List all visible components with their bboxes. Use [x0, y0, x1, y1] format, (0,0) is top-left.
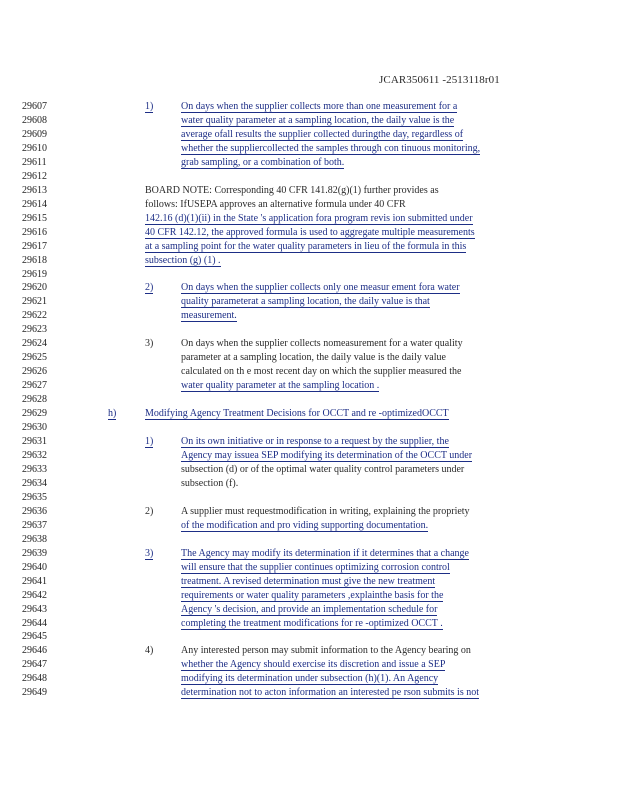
board_note-line: follows: IfUSEPA approves an alternative formula under 40 CFR — [145, 198, 406, 210]
item2-marker: 2) — [145, 282, 154, 294]
line-number: 29638 — [22, 533, 47, 545]
line-number: 29645 — [22, 631, 47, 643]
line-number: 29641 — [22, 575, 47, 587]
h_item1-line: Agency may issuea SEP modifying its determination of the OCCT under — [181, 450, 473, 461]
line-number: 29643 — [22, 603, 47, 615]
line-number: 29631 — [22, 436, 47, 448]
h_item1-line: subsection (f). — [181, 477, 239, 489]
line-number: 29616 — [22, 226, 47, 238]
item2-line: measurement. — [181, 310, 237, 322]
h_item3-line: The Agency may modify its determination if it determines that a change — [181, 547, 469, 559]
line-number: 29608 — [22, 114, 47, 126]
line-number: 29639 — [22, 547, 47, 559]
line-number: 29630 — [22, 422, 47, 434]
line-number: 29628 — [22, 394, 47, 406]
item1-line: water quality parameter at a sampling location, the daily value is the — [181, 114, 455, 126]
h_item4-marker: 4) — [145, 645, 154, 657]
item1-line: grab sampling, or a combination of both. — [181, 156, 345, 168]
board_note-line: at a sampling point for the water quality parameters in lieu of the formula in this — [145, 240, 467, 252]
line-number: 29622 — [22, 310, 47, 322]
h_item1-line: subsection (d) or of the optimal water quality control parameters under — [181, 463, 465, 475]
item3-line: On days when the supplier collects nomeasurement for a water quality — [181, 338, 463, 350]
section-h-title: Modifying Agency Treatment Decisions for OCCT and re -optimizedOCCT — [145, 408, 449, 420]
line-number: 29609 — [22, 128, 47, 140]
line-number: 29613 — [22, 184, 47, 196]
line-number: 29607 — [22, 101, 47, 112]
line-number: 29636 — [22, 505, 47, 517]
h_item3-line: completing the treatment modifications for re -optimized OCCT . — [181, 617, 443, 629]
line-number: 29646 — [22, 645, 47, 657]
line-number: 29648 — [22, 673, 47, 685]
line-number: 29619 — [22, 268, 47, 280]
item3-line: calculated on th e most recent day on which the supplier measured the — [181, 366, 462, 378]
h_item3-line: will ensure that the supplier continues optimizing corrosion control — [181, 561, 450, 573]
document-id-header: JCAR350611 -2513118r01 — [379, 74, 500, 86]
line-number: 29647 — [22, 659, 47, 671]
h_item2-line: of the modification and pro viding supporting documentation. — [181, 519, 429, 531]
line-number: 29642 — [22, 589, 47, 601]
line-number: 29617 — [22, 240, 47, 252]
item3-marker: 3) — [145, 338, 154, 350]
line-number: 29629 — [22, 408, 47, 420]
line-number: 29615 — [22, 212, 47, 224]
h_item3-line: requirements or water quality parameters ,explainthe basis for the — [181, 589, 444, 601]
item1-marker: 1) — [145, 101, 154, 112]
line-number: 29612 — [22, 170, 47, 182]
line-number: 29644 — [22, 617, 47, 629]
item1-line: On days when the supplier collects more than one measurement for a — [181, 101, 458, 112]
line-number: 29633 — [22, 463, 47, 475]
line-number: 29618 — [22, 254, 47, 266]
line-number: 29635 — [22, 491, 47, 503]
h_item1-line: On its own initiative or in response to a request by the supplier, the — [181, 436, 449, 448]
line-number: 29624 — [22, 338, 47, 350]
h_item4-line: whether the Agency should exercise its discretion and issue a SEP — [181, 659, 446, 671]
item3-line: parameter at a sampling location, the daily value is the daily value — [181, 352, 446, 364]
item2-line: On days when the supplier collects only one measur ement fora water — [181, 282, 460, 294]
board_note-line: subsection (g) (1) . — [145, 254, 221, 266]
h_item3-line: treatment. A revised determination must give the new treatment — [181, 575, 436, 587]
line-number: 29614 — [22, 198, 47, 210]
line-number: 29611 — [22, 156, 47, 168]
h_item4-line: determination not to acton information an interested pe rson submits is not — [181, 687, 479, 699]
line-number: 29627 — [22, 380, 47, 392]
line-number: 29610 — [22, 142, 47, 154]
line-number: 29632 — [22, 450, 47, 461]
line-number: 29637 — [22, 519, 47, 531]
board_note-line: 40 CFR 142.12, the approved formula is used to aggregate multiple measurements — [145, 226, 475, 238]
item3-line: water quality parameter at the sampling location . — [181, 380, 380, 392]
line-number: 29621 — [22, 296, 47, 308]
h_item2-line: A supplier must requestmodification in writing, explaining the propriety — [181, 505, 470, 517]
item1-line: whether the suppliercollected the samples through con tinuous monitoring, — [181, 142, 481, 154]
board_note-line: BOARD NOTE: Corresponding 40 CFR 141.82(g)(1) further provides as — [145, 184, 439, 196]
line-number: 29640 — [22, 561, 47, 573]
line-number: 29620 — [22, 282, 47, 294]
h_item3-marker: 3) — [145, 547, 154, 559]
h_item4-line: modifying its determination under subsection (h)(1). An Agency — [181, 673, 439, 685]
board_note-line: 142.16 (d)(1)(ii) in the State 's application fora program revis ion submitted under — [145, 212, 473, 224]
line-number: 29623 — [22, 324, 47, 336]
h_item3-line: Agency 's decision, and provide an implementation schedule for — [181, 603, 438, 615]
h_item4-line: Any interested person may submit information to the Agency bearing on — [181, 645, 471, 657]
h_item1-marker: 1) — [145, 436, 154, 448]
item2-line: quality parameterat a sampling location, the daily value is that — [181, 296, 430, 308]
line-number: 29634 — [22, 477, 47, 489]
line-number: 29649 — [22, 687, 47, 699]
item1-line: average ofall results the supplier collected duringthe day, regardless of — [181, 128, 464, 140]
section-h-marker: h) — [108, 408, 117, 420]
line-number: 29626 — [22, 366, 47, 378]
line-number: 29625 — [22, 352, 47, 364]
h_item2-marker: 2) — [145, 505, 154, 517]
